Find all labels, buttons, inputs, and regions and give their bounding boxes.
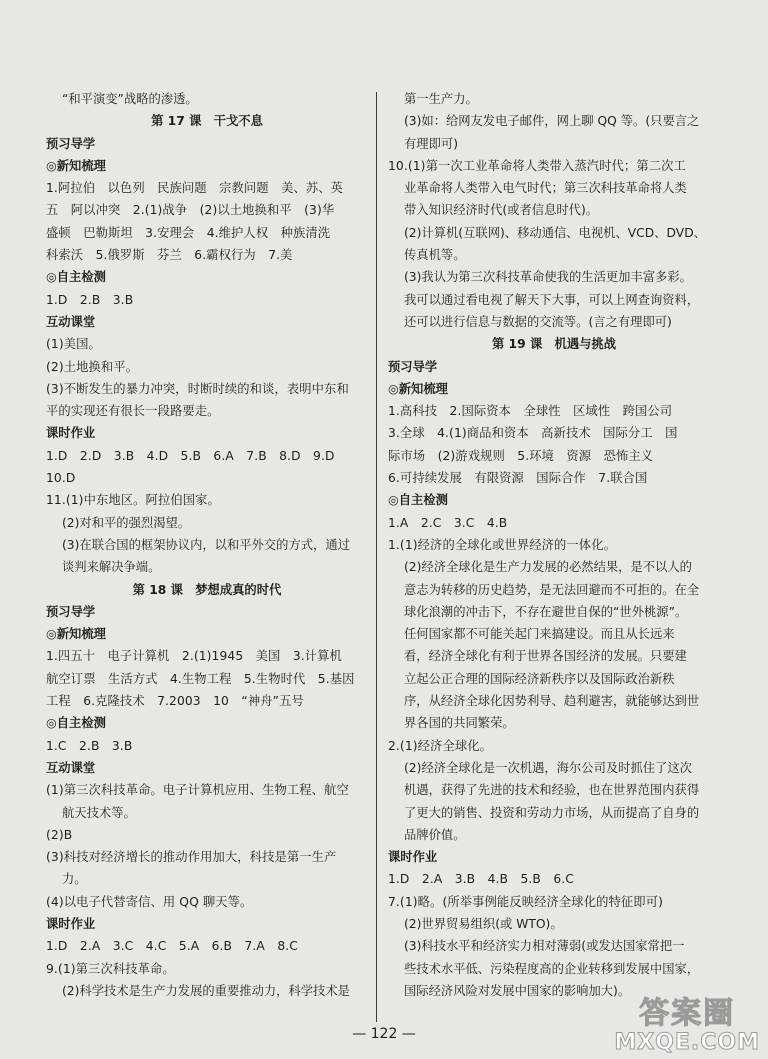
section-heading: ◎新知梳理 [46,627,106,642]
answer-line: (2)B [46,827,73,842]
answer-line: 际市场 (2)游戏规则 5.环境 资源 恐怖主义 [388,448,654,463]
answer-line: 1.D 2.D 3.B 4.D 5.B 6.A 7.B 8.D 9.D [46,448,335,463]
section-heading: ◎自主检测 [388,493,448,508]
answer-line: 机遇，获得了先进的技术和经验，也在世界范围内获得 [404,783,700,798]
answer-line: (4)以电子代替寄信、用 QQ 聊天等。 [46,894,253,909]
answer-line: 1.高科技 2.国际资本 全球性 区域性 跨国公司 [388,404,673,419]
answer-line: 盛顿 巴勒斯坦 3.安理会 4.维护人权 种族清洗 [46,225,331,240]
answer-line: 10.(1)第一次工业革命将人类带入蒸汽时代；第二次工 [388,158,686,173]
answer-line: 我可以通过看电视了解天下大事，可以上网查询资料， [404,292,700,307]
answer-line: 序，从经济全球化因势利导、趋利避害，就能够达到世 [404,694,700,709]
answer-line: 立起公正合理的国际经济新秩序以及国际政治新秩 [404,671,675,686]
answer-line: (3)科技对经济增长的推动作用加大，科技是第一生产 [46,850,337,865]
answer-line: 业革命将人类带入电气时代；第三次科技革命将人类 [404,181,687,196]
answer-line: 球化浪潮的冲击下，不存在避世自保的“世外桃源”。 [404,604,688,619]
section-heading: 课时作业 [46,916,96,931]
answer-line: 有理即可) [404,136,458,151]
lesson-title: 第 17 课 干戈不息 [151,114,263,129]
answer-line: (3)不断发生的暴力冲突，时断时续的和谈，表明中东和 [46,381,349,396]
answer-line: “和平演变”战略的渗透。 [62,92,198,106]
watermark-url: MXQE.COM [614,1030,760,1055]
answer-line: (2)计算机(互联网)、移动通信、电视机、VCD、DVD、 [404,225,706,240]
answer-line: 界各国的共同繁荣。 [404,716,515,731]
answer-line: (1)第三次科技革命。电子计算机应用、生物工程、航空 [46,783,349,798]
answer-line: 1.(1)经济的全球化或世界经济的一体化。 [388,537,617,552]
answer-line: 2.(1)经济全球化。 [388,738,493,753]
answer-line: 谈判来解决争端。 [62,560,161,575]
answer-line: 看，经济全球化有利于世界各国经济的发展。只要建 [404,649,687,664]
answer-line: 传真机等。 [404,248,466,263]
left-column [46,88,368,1002]
section-heading: ◎新知梳理 [46,158,106,173]
answer-line: (3)如：给网友发电子邮件，网上聊 QQ 等。(只要言之 [404,114,700,129]
answer-line: (2)经济全球化是一次机遇，海尔公司及时抓住了这次 [404,760,692,775]
lesson-title: 第 19 课 机遇与挑战 [491,337,617,352]
answer-line: 10.D [46,471,76,486]
answer-line: 意志为转移的历史趋势，是无法回避而不可拒的。在全 [404,582,700,597]
answer-line: 航空订票 生活方式 4.生物工程 5.生物时代 5.基因 [46,671,355,686]
answer-line: (2)经济全球化是生产力发展的必然结果，是不以人的 [404,560,692,575]
answer-line: 1.D 2.B 3.B [46,292,134,307]
section-heading: 预习导学 [46,136,96,151]
answer-line: 平的实现还有很长一段路要走。 [46,404,220,419]
answer-line: 1.四五十 电子计算机 2.(1)1945 美国 3.计算机 [46,649,342,664]
answer-line: (2)对和平的强烈渴望。 [62,515,191,530]
answer-line: 航天技术等。 [62,805,136,820]
answer-line: 1.阿拉伯 以色列 民族问题 宗教问题 美、苏、英 [46,181,344,196]
answer-line: 工程 6.克隆技术 7.2003 10 “神舟”五号 [46,694,304,709]
answer-line: 还可以进行信息与数据的交流等。(言之有理即可) [404,314,672,329]
answer-line: 些技术水平低、污染程度高的企业转移到发展中国家， [404,961,700,976]
right-column [388,88,720,1002]
answer-line: 第一生产力。 [404,92,478,106]
answer-line: (1)美国。 [46,337,101,352]
section-heading: 互动课堂 [46,314,96,329]
answer-line: 五 阿以冲突 2.(1)战争 (2)以土地换和平 (3)华 [46,203,335,218]
answer-line: 了更大的销售、投资和劳动力市场，从而提高了自身的 [404,805,700,820]
section-heading: 互动课堂 [46,760,96,775]
section-heading: ◎新知梳理 [388,381,448,396]
section-heading: 课时作业 [46,426,96,441]
answer-line: 11.(1)中东地区。阿拉伯国家。 [46,493,220,508]
answer-line: 任何国家都不可能关起门来搞建设。而且从长远来 [404,627,675,642]
answer-line: (2)科学技术是生产力发展的重要推动力，科学技术是 [62,983,350,998]
answer-line: 科索沃 5.俄罗斯 芬兰 6.霸权行为 7.美 [46,248,293,263]
answer-line: (3)在联合国的框架协议内，以和平外交的方式，通过 [62,537,350,552]
answer-line: 1.D 2.A 3.C 4.C 5.A 6.B 7.A 8.C [46,939,298,954]
answer-line: 品牌价值。 [404,827,466,842]
section-heading: 预习导学 [388,359,438,374]
answer-line: 3.全球 4.(1)商品和资本 高新技术 国际分工 国 [388,426,678,441]
answer-line: 带入知识经济时代(或者信息时代)。 [404,203,599,218]
section-heading: ◎自主检测 [46,270,106,285]
watermark-main: 答案圈 [639,996,736,1031]
column-divider [376,92,377,1022]
answer-line: 1.A 2.C 3.C 4.B [388,515,508,530]
answer-line: (2)世界贸易组织(或 WTO)。 [404,916,563,931]
answer-line: 9.(1)第三次科技革命。 [46,961,175,976]
answer-line: 1.C 2.B 3.B [46,738,133,753]
answer-line: 7.(1)略。(所举事例能反映经济全球化的特征即可) [388,894,663,909]
answer-line: 国际经济风险对发展中国家的影响加大)。 [404,983,631,998]
page-number: — 122 — [352,1026,416,1042]
answer-line: 1.D 2.A 3.B 4.B 5.B 6.C [388,872,574,887]
answer-line: (3)我认为第三次科技革命使我的生活更加丰富多彩。 [404,270,692,285]
answer-line: (2)土地换和平。 [46,359,139,374]
section-heading: 预习导学 [46,604,96,619]
answer-line: 6.可持续发展 有限资源 国际合作 7.联合国 [388,471,648,486]
watermark-logo [614,997,760,1055]
answer-line: (3)科技水平和经济实力相对薄弱(或发达国家常把一 [404,939,685,954]
lesson-title: 第 18 课 梦想成真的时代 [132,582,282,597]
section-heading: 课时作业 [388,850,438,865]
answer-line: 力。 [62,872,87,887]
section-heading: ◎自主检测 [46,716,106,731]
